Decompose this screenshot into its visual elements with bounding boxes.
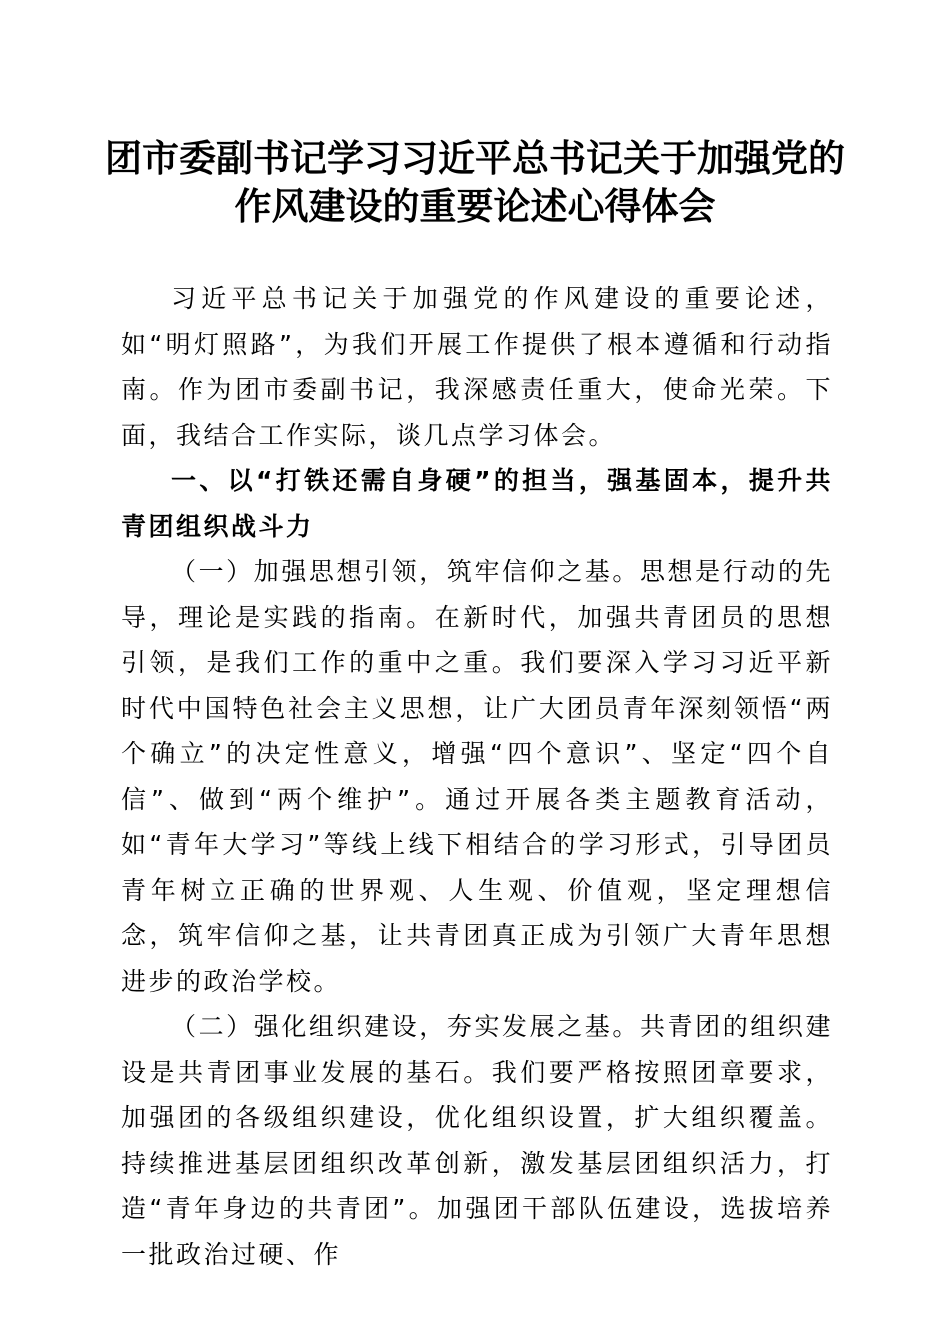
document-title bbox=[100, 134, 850, 230]
intro-paragraph: 习近平总书记关于加强党的作风建设的重要论述，如“明灯照路”，为我们开展工作提供了根本遵循和行动指南。作为团市委副书记，我深感责任重大，使命光荣。下面，我结合工作实际，谈几点学习体会。 bbox=[121, 284, 833, 450]
section-heading-1: 一、以“打铁还需自身硬”的担当，强基固本，提升共青团组织战斗力 bbox=[121, 466, 833, 541]
title-line-1: 团市委副书记学习习近平总书记关于加强党的 bbox=[105, 136, 845, 180]
subsection-body-1: 思想是行动的先导，理论是实践的指南。在新时代，加强共青团员的思想引领，是我们工作的重中之重。我们要深入学习习近平新时代中国特色社会主义思想，让广大团员青年深刻领悟“两个确立”的决定性意义，增强“四个意识”、坚定“四个自信”、做到“两个维护”。通过开展各类主题教育活动，如“青年大学习”等线上线下相结合的学习形式，引导团员青年树立正确的世界观、人生观、价值观，坚定理想信念，筑牢信仰之基，让共青团真正成为引领广大青年思想进步的政治学校。 bbox=[121, 557, 833, 996]
subsection-lead-2: （二）强化组织建设，夯实发展之基。 bbox=[171, 1012, 640, 1041]
subsection-paragraph-1 bbox=[121, 549, 833, 1004]
title-line-2: 作风建设的重要论述心得体会 bbox=[234, 184, 716, 228]
subsection-body-2: 共青团的组织建设是共青团事业发展的基石。我们要严格按照团章要求，加强团的各级组织建设，优化组织设置，扩大组织覆盖。持续推进基层团组织改革创新，激发基层团组织活力，打造“青年身边的共青团”。加强团干部队伍建设，选拔培养一批政治过硬、作 bbox=[121, 1012, 833, 1269]
subsection-lead-1: （一）加强思想引领，筑牢信仰之基。 bbox=[171, 557, 640, 586]
subsection-paragraph-2 bbox=[121, 1004, 833, 1277]
document-body bbox=[121, 276, 833, 1277]
